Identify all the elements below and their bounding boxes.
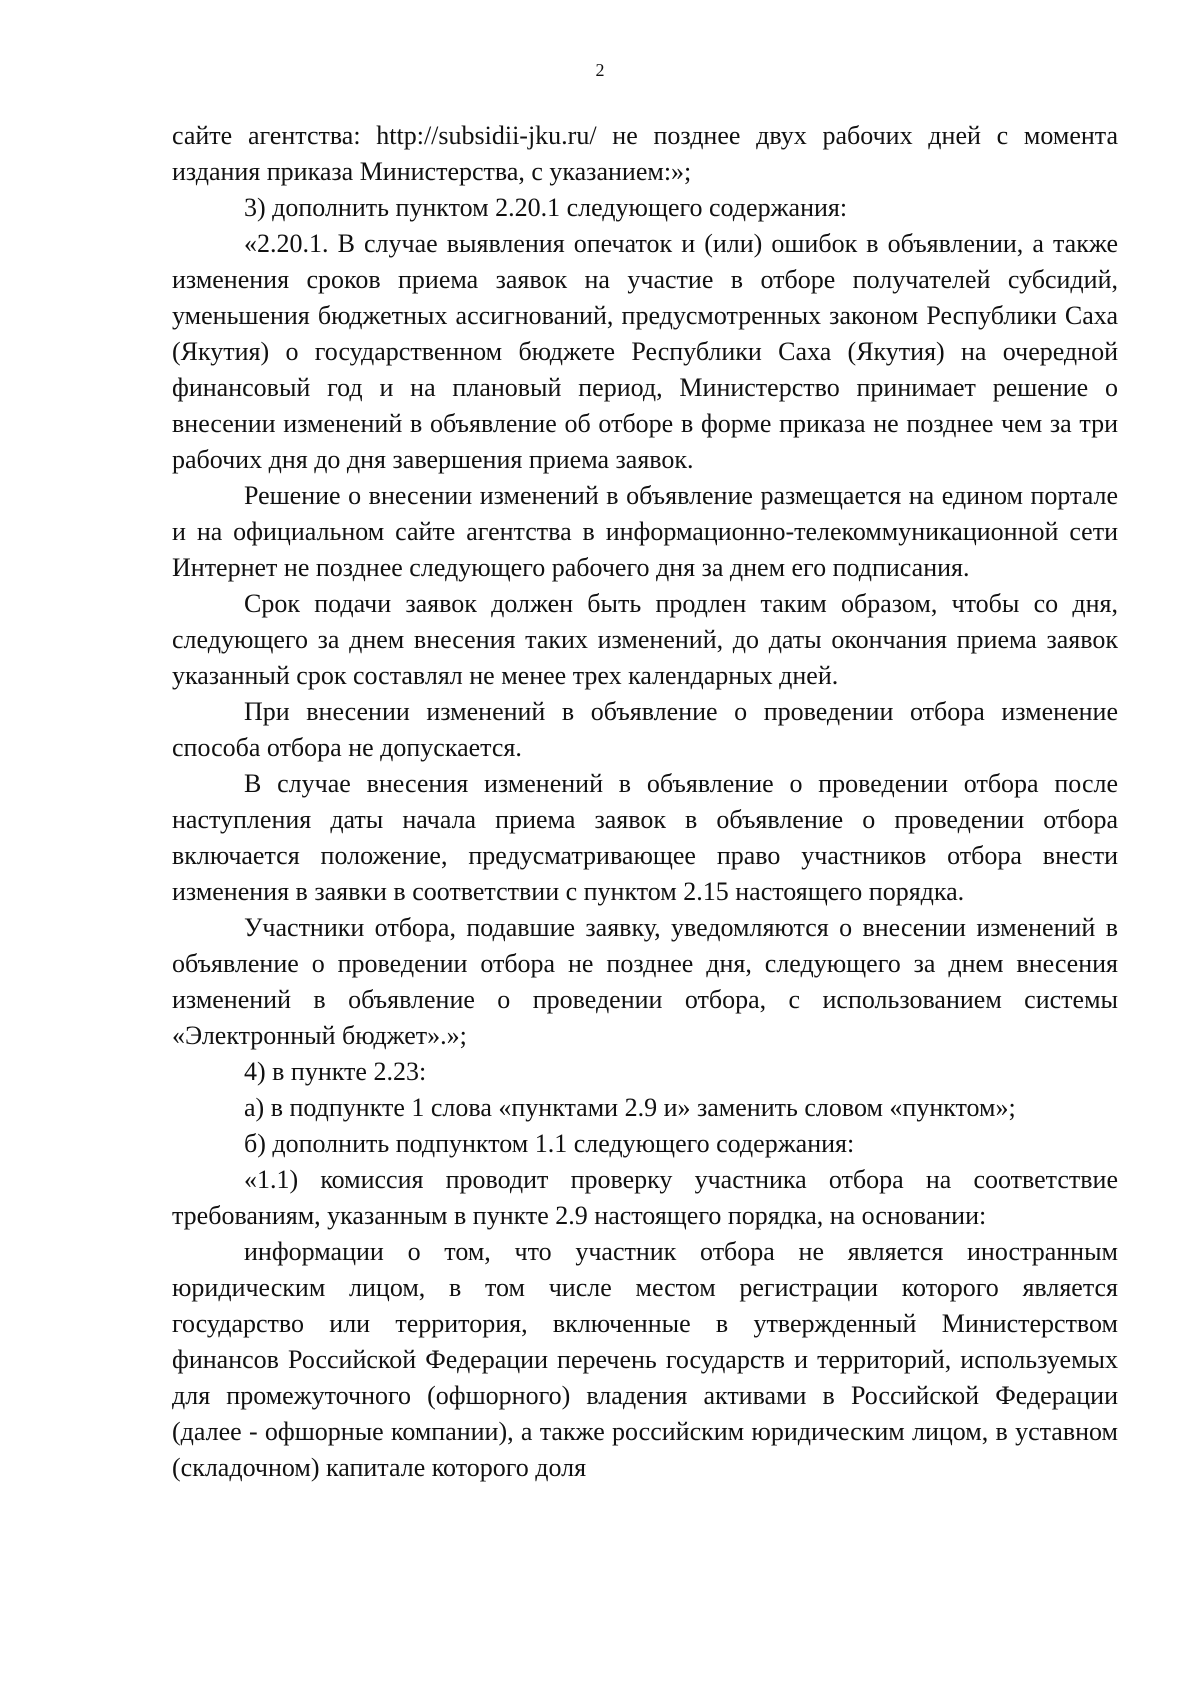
paragraph: а) в подпункте 1 слова «пунктами 2.9 и» заменить словом «пунктом»; (244, 1093, 1016, 1122)
paragraph: «2.20.1. В случае выявления опечаток и (или) ошибок в объявлении, а также изменения сроков приема заявок на участие в отборе получателей субсидий, уменьшения бюджетных ассигнований, предусмотренных законом Республики Саха (Якутия) о государственном бюджете Республики Саха (Якутия) на очередной финансовый год и на плановый период, Министерство принимает решение о внесении изменений в объявление об отборе в форме приказа не позднее чем за три рабочих дня до дня завершения приема заявок. (172, 229, 1118, 474)
paragraph: Решение о внесении изменений в объявление размещается на едином портале и на официальном сайте агентства в информационно-телекоммуникационной сети Интернет не позднее следующего рабочего дня за днем его подписания. (172, 481, 1118, 582)
paragraph: сайте агентства: http://subsidii-jku.ru/ не позднее двух рабочих дней с момента издания приказа Министерства, с указанием:»; (172, 121, 1118, 186)
document-body (172, 118, 1118, 1486)
page-number: 2 (595, 60, 605, 80)
paragraph: информации о том, что участник отбора не является иностранным юридическим лицом, в том числе местом регистрации которого является государство или территория, включенные в утвержденный Министерством финансов Российской Федерации перечень государств и территорий, используемых для промежуточного (офшорного) владения активами в Российской Федерации (далее - офшорные компании), а также российским юридическим лицом, в уставном (складочном) капитале которого доля (172, 1237, 1118, 1482)
paragraph: 4) в пункте 2.23: (244, 1057, 427, 1086)
paragraph: В случае внесения изменений в объявление о проведении отбора после наступления даты начала приема заявок в объявление о проведении отбора включается положение, предусматривающее право участников отбора внести изменения в заявки в соответствии с пунктом 2.15 настоящего порядка. (172, 769, 1118, 906)
paragraph: Участники отбора, подавшие заявку, уведомляются о внесении изменений в объявление о проведении отбора не позднее дня, следующего за днем внесения изменений в объявление о проведении отбора, с использованием системы «Электронный бюджет».»; (172, 913, 1118, 1050)
paragraph: При внесении изменений в объявление о проведении отбора изменение способа отбора не допускается. (172, 697, 1118, 762)
paragraph: Срок подачи заявок должен быть продлен таким образом, чтобы со дня, следующего за днем внесения таких изменений, до даты окончания приема заявок указанный срок составлял не менее трех календарных дней. (172, 589, 1118, 690)
paragraph: 3) дополнить пунктом 2.20.1 следующего содержания: (244, 193, 848, 222)
paragraph: б) дополнить подпунктом 1.1 следующего содержания: (244, 1129, 855, 1158)
paragraph: «1.1) комиссия проводит проверку участника отбора на соответствие требованиям, указанным в пункте 2.9 настоящего порядка, на основании: (172, 1165, 1118, 1230)
